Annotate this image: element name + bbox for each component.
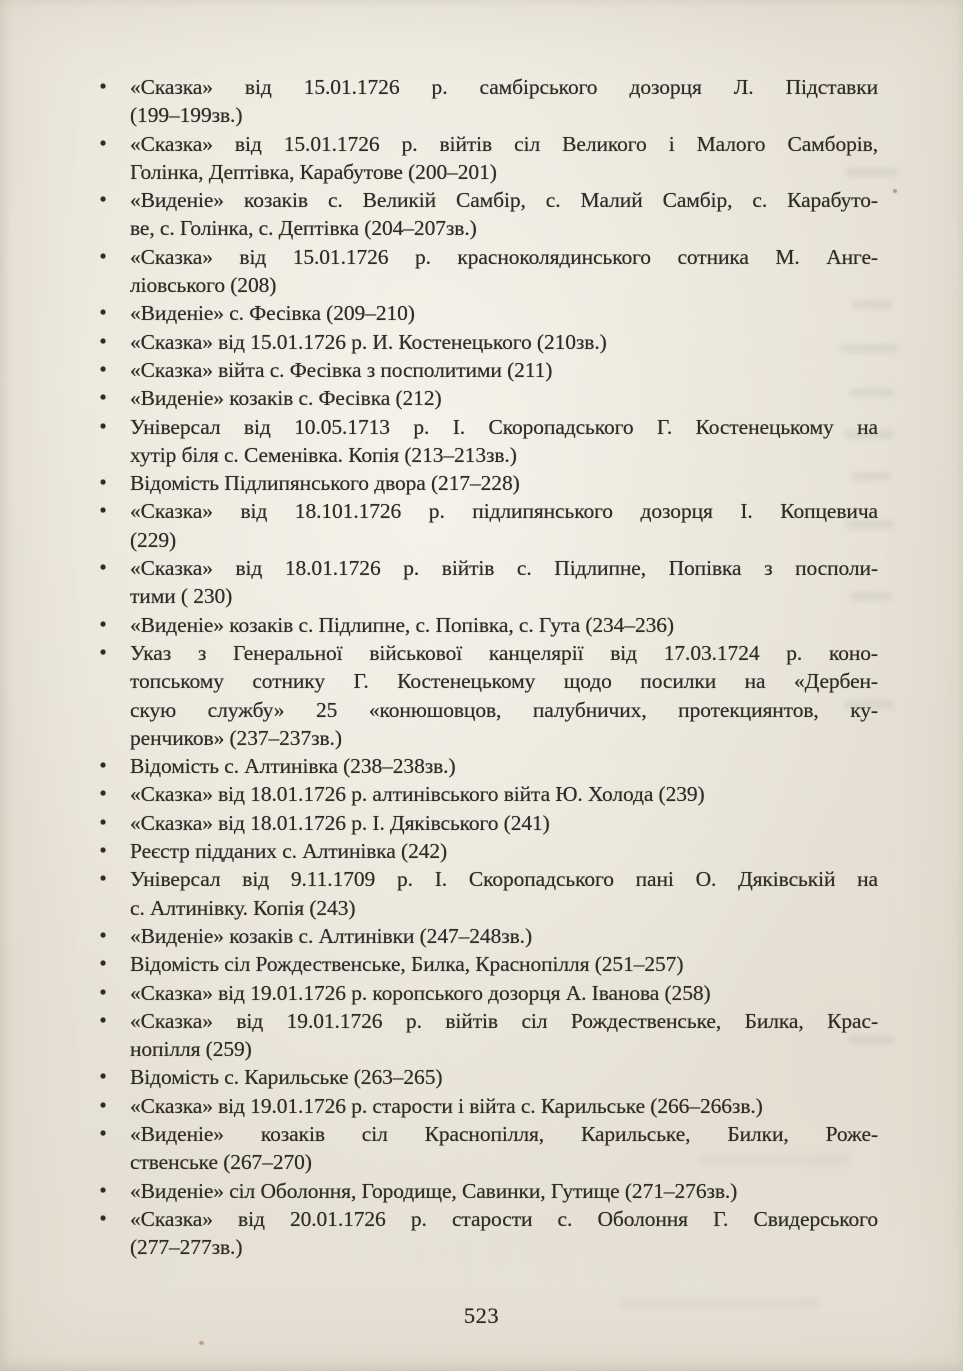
list-item-line: тими ( 230) (130, 584, 233, 609)
list-item-line: «Сказка» від 19.01.1726 р. старости і війта с. Карильське (266–266зв.) (130, 1093, 763, 1118)
list-item-line: «Сказка» від 19.01.1726 р. війтів сіл Рождественське, Билка, Крас- (130, 1008, 878, 1033)
list-item-line: Указ з Генеральної військової канцелярії від 17.03.1724 р. коно- (130, 640, 878, 665)
list-item-text (130, 1177, 878, 1205)
bullet-icon: • (99, 979, 107, 1004)
list-item-line: «Сказка» від 18.01.1726 р. війтів с. Підлипне, Попівка з посполи- (130, 556, 878, 581)
bullet-icon: • (99, 243, 107, 268)
list-item-line: «Сказка» від 18.101.1726 р. підлипянського дозорця І. Копцевича (130, 499, 878, 524)
list-item (99, 469, 878, 497)
list-item-text (130, 639, 878, 752)
list-item-text (130, 1007, 878, 1064)
list-item-text (130, 950, 878, 978)
list-item-text (130, 356, 878, 384)
list-item (99, 554, 878, 611)
list-item-text (130, 299, 878, 327)
list-item (99, 837, 878, 865)
list-item-text (130, 865, 878, 922)
list-item (99, 356, 878, 384)
list-item (99, 384, 878, 412)
list-item-line: ліовського (208) (130, 273, 277, 298)
list-item-line: нопілля (259) (130, 1037, 252, 1062)
list-item-line: «Сказка» від 15.01.1726 р. И. Костенецького (210зв.) (130, 329, 607, 354)
list-item (99, 413, 878, 470)
list-item-text (130, 384, 878, 412)
list-item (99, 1205, 878, 1262)
bullet-icon: • (99, 130, 107, 155)
list-item-line: (199–199зв.) (130, 103, 243, 128)
list-item-text (130, 780, 878, 808)
list-item-line: «Виденіе» козаків с. Великій Самбір, с. Малий Самбір, с. Карабуто- (130, 188, 878, 213)
bullet-icon: • (99, 470, 107, 495)
list-item (99, 809, 878, 837)
list-item (99, 1120, 878, 1177)
list-item-line: «Виденіе» сіл Оболоння, Городище, Савинки, Гутище (271–276зв.) (130, 1178, 738, 1203)
bullet-icon: • (99, 639, 107, 664)
bullet-icon: • (99, 838, 107, 863)
list-item-line: «Виденіе» козаків с. Фесівка (212) (130, 386, 442, 411)
list-item-text (130, 1205, 878, 1262)
list-item (99, 186, 878, 243)
list-item-line: ренчиков» (237–237зв.) (130, 725, 342, 750)
list-item-line: «Сказка» від 20.01.1726 р. старости с. Оболоння Г. Свидерського (130, 1206, 878, 1231)
list-item-line: Універсал від 10.05.1713 р. І. Скоропадського Г. Костенецькому на (130, 414, 878, 439)
list-item-line: Відомість сіл Рождественське, Билка, Краснопілля (251–257) (130, 952, 684, 977)
list-item-line: Відомість Підлипянського двора (217–228) (130, 471, 520, 496)
list-item-text (130, 73, 878, 130)
list-item-text (130, 243, 878, 300)
bullet-icon: • (99, 1177, 107, 1202)
list-item (99, 639, 878, 752)
list-item-text (130, 1063, 878, 1091)
list-item-text (130, 186, 878, 243)
bullet-icon: • (99, 1120, 107, 1145)
list-item (99, 780, 878, 808)
bullet-icon: • (99, 1064, 107, 1089)
list-item-text (130, 809, 878, 837)
bullet-icon: • (99, 498, 107, 523)
list-item-text (130, 469, 878, 497)
bullet-icon: • (99, 809, 107, 834)
list-item (99, 299, 878, 327)
bullet-icon: • (99, 555, 107, 580)
page-number: 523 (463, 1303, 500, 1328)
list-item-line: «Сказка» від 15.01.1726 р. самбірського дозорця Л. Підставки (130, 75, 878, 99)
list-item (99, 865, 878, 922)
list-item-line: «Виденіе» с. Фесівка (209–210) (130, 301, 415, 326)
list-item-line: Відомість с. Карильське (263–265) (130, 1065, 443, 1090)
list-item-line: ственське (267–270) (130, 1150, 312, 1175)
list-item-line: «Сказка» від 15.01.1726 р. війтів сіл Великого і Малого Самборів, (130, 131, 878, 156)
bullet-icon: • (99, 74, 107, 98)
list-item-line: «Сказка» від 15.01.1726 р. красноколядинського сотника М. Анге- (130, 244, 878, 269)
list-item-line: скую службу» 25 «конюшовцов, палубничих, протекциянтов, ку- (130, 697, 878, 722)
list-item-line: «Сказка» від 18.01.1726 р. І. Дяківського (241) (130, 810, 550, 835)
paper-speck (893, 189, 897, 193)
list-item (99, 752, 878, 780)
list-item-text (130, 1092, 878, 1120)
bullet-icon: • (99, 300, 107, 325)
list-item-text (130, 130, 878, 187)
list-item (99, 497, 878, 554)
list-item-text (130, 979, 878, 1007)
list-item (99, 1007, 878, 1064)
bullet-icon: • (99, 1205, 107, 1230)
list-item-text (130, 413, 878, 470)
list-item-line: «Сказка» від 19.01.1726 р. коропського дозорця А. Іванова (258) (130, 980, 711, 1005)
bullet-icon: • (99, 951, 107, 976)
list-item (99, 1063, 878, 1091)
list-item-text (130, 837, 878, 865)
list-item-text (130, 611, 878, 639)
bullet-icon: • (99, 356, 107, 381)
list-item (99, 1177, 878, 1205)
list-item-line: «Сказка» від 18.01.1726 р. алтинівського війта Ю. Холода (239) (130, 782, 705, 807)
document-list (99, 73, 878, 1261)
list-item (99, 1092, 878, 1120)
list-item-line: Універсал від 9.11.1709 р. І. Скоропадського пані О. Дяківській на (130, 867, 878, 892)
bullet-icon: • (99, 385, 107, 410)
list-item-line: с. Алтинівку. Копія (243) (130, 895, 356, 920)
list-item-text (130, 1120, 878, 1177)
list-item-line: (229) (130, 527, 177, 552)
bullet-icon: • (99, 753, 107, 778)
list-item-line: (277–277зв.) (130, 1235, 243, 1260)
list-item-line: ве, с. Голінка, с. Дептівка (204–207зв.) (130, 216, 477, 241)
list-item-text (130, 922, 878, 950)
list-item (99, 328, 878, 356)
bullet-icon: • (99, 781, 107, 806)
list-item-line: «Виденіе» козаків с. Підлипне, с. Попівка, с. Гута (234–236) (130, 612, 674, 637)
list-item (99, 130, 878, 187)
list-item (99, 611, 878, 639)
bullet-icon: • (99, 922, 107, 947)
list-item (99, 950, 878, 978)
list-item-line: Реєстр підданих с. Алтинівка (242) (130, 839, 448, 864)
list-item-line: «Виденіе» козаків с. Алтинівки (247–248зв.) (130, 923, 533, 948)
list-item (99, 979, 878, 1007)
bullet-icon: • (99, 866, 107, 891)
bullet-icon: • (99, 1092, 107, 1117)
list-item-line: топському сотнику Г. Костенецькому щодо посилки на «Дербен- (130, 669, 878, 694)
list-item-line: хутір біля с. Семенівка. Копія (213–213зв.) (130, 442, 517, 467)
list-item-line: Відомість с. Алтинівка (238–238зв.) (130, 754, 456, 779)
list-item-line: Голінка, Дептівка, Карабутове (200–201) (130, 159, 497, 184)
bullet-icon: • (99, 1007, 107, 1032)
list-item (99, 243, 878, 300)
list-item-line: «Виденіе» козаків сіл Краснопілля, Карильське, Билки, Роже- (130, 1121, 878, 1146)
list-item-text (130, 752, 878, 780)
bullet-icon: • (99, 413, 107, 438)
list-item (99, 922, 878, 950)
list-item-line: «Сказка» війта с. Фесівка з посполитими (211) (130, 357, 553, 382)
list-item-text (130, 328, 878, 356)
list-item-text (130, 554, 878, 611)
bullet-icon: • (99, 328, 107, 353)
paper-speck (199, 1341, 204, 1345)
list-item (99, 73, 878, 130)
bullet-icon: • (99, 611, 107, 636)
bullet-icon: • (99, 187, 107, 212)
list-item-text (130, 497, 878, 554)
